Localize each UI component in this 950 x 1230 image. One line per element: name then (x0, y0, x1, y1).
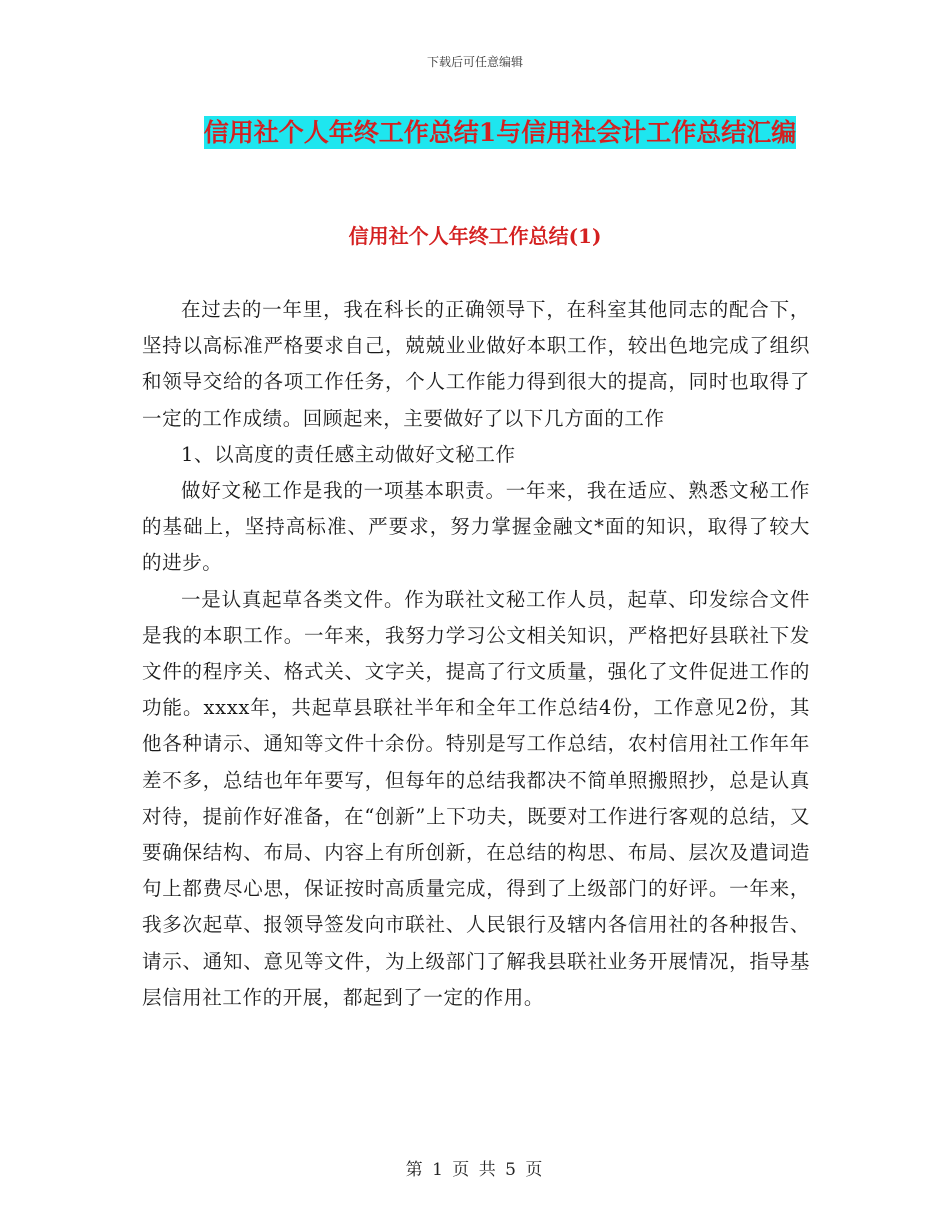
section-title: 信用社个人年终工作总结(1) (348, 224, 602, 248)
body-paragraph: 1、以高度的责任感主动做好文秘工作 (181, 442, 516, 466)
document-title (120, 110, 880, 156)
body-paragraph: 在过去的一年里，我在科长的正确领导下，在科室其他同志的配合下，坚持以高标准严格要求自己，兢兢业业做好本职工作，较出色地完成了组织和领导交给的各项工作任务，个人工作能力得到很大的提高，同时也取得了一定的工作成绩。回顾起来，主要做好了以下几方面的工作 (142, 298, 810, 430)
body-paragraph: 做好文秘工作是我的一项基本职责。一年来，我在适应、熟悉文秘工作的基础上，坚持高标准、严要求，努力掌握金融文*面的知识，取得了较大的进步。 (142, 479, 810, 575)
download-note: 下载后可任意编辑 (426, 55, 523, 69)
document-title-text: 信用社个人年终工作总结1与信用社会计工作总结汇编 (203, 118, 797, 147)
document-body (142, 292, 810, 1016)
body-paragraph: 一是认真起草各类文件。作为联社文秘工作人员，起草、印发综合文件是我的本职工作。一年来，我努力学习公文相关知识，严格把好县联社下发文件的程序关、格式关、文字关，提高了行文质量，强化了文件促进工作的功能。xxxx年，共起草县联社半年和全年工作总结4份，工作意见2份，其他各种请示、通知等文件十余份。特别是写工作总结，农村信用社工作年年差不多，总结也年年要写，但每年的总结我都决不简单照搬照抄，总是认真对待，提前作好准备，在“创新”上下功夫，既要对工作进行客观的总结，又要确保结构、布局、内容上有所创新，在总结的构思、布局、层次及遣词造句上都费尽心思，保证按时高质量完成，得到了上级部门的好评。一年来，我多次起草、报领导签发向市联社、人民银行及辖内各信用社的各种报告、请示、通知、意见等文件，为上级部门了解我县联社业务开展情况，指导基层信用社工作的开展，都起到了一定的作用。 (142, 587, 810, 1009)
page-number: 第 1 页 共 5 页 (405, 1160, 545, 1180)
